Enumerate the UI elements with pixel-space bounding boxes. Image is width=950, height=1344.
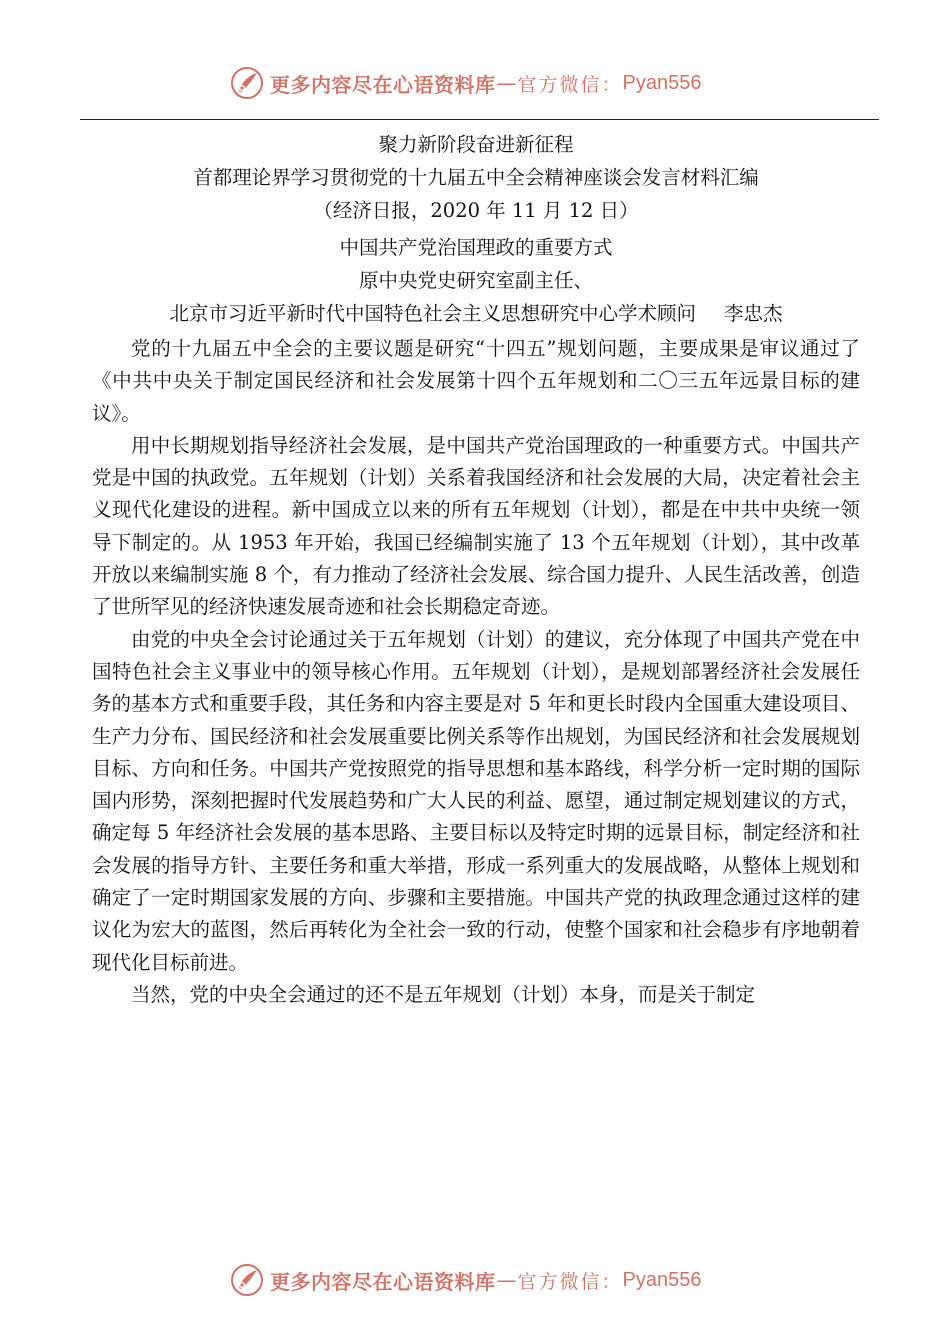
author-title-2: 北京市习近平新时代中国特色社会主义思想研究中心学术顾问 xyxy=(169,302,696,325)
collection-heading xyxy=(92,128,860,227)
article-content xyxy=(92,333,860,1011)
header-divider xyxy=(80,119,879,120)
article-header xyxy=(92,231,860,330)
watermark-separator: — xyxy=(496,1268,517,1292)
collection-subtitle: 首都理论界学习贯彻党的十九届五中全会精神座谈会发言材料汇编 xyxy=(193,166,759,189)
brand-logo-icon xyxy=(230,66,264,100)
watermark-caption: 官方微信： xyxy=(517,73,623,96)
article-title: 中国共产党治国理政的重要方式 xyxy=(339,236,613,259)
paragraph-1: 党的十九届五中全会的主要议题是研究“十四五”规划问题，主要成果是审议通过了《中共中央关于制定国民经济和社会发展第十四个五年规划和二〇三五年远景目标的建议》。 xyxy=(92,337,860,425)
watermark-wechat-id: Pyan556 xyxy=(622,71,702,94)
author-title-1: 原中央党史研究室副主任、 xyxy=(358,269,593,292)
footer-watermark xyxy=(230,1260,701,1300)
author-line xyxy=(92,297,860,330)
header-watermark xyxy=(230,63,701,103)
watermark-wechat-id: Pyan556 xyxy=(622,1268,702,1291)
watermark-separator: — xyxy=(496,71,517,95)
collection-title: 聚力新阶段奋进新征程 xyxy=(378,133,574,156)
document-body xyxy=(92,128,860,1011)
paragraph-4: 当然，党的中央全会通过的还不是五年规划（计划）本身，而是关于制定 xyxy=(131,982,756,1006)
watermark-main-text: 更多内容尽在心语资料库 xyxy=(270,72,496,97)
author-name: 李忠杰 xyxy=(724,302,783,325)
paragraph-3: 由党的中央全会讨论通过关于五年规划（计划）的建议，充分体现了中国共产党在中国特色社会主义事业中的领导核心作用。五年规划（计划），是规划部署经济社会发展任务的基本方式和重要手段，其任务和内容主要是对 5 年和更长时段内全国重大建设项目、生产力分布、国民经济和社会发展重要比例关系等作出规划，为国民经济和社会发展规划目标、方向和任务。中国共产党按照党的指导思想和基本路线，科学分析一定时期的国际国内形势，深刻把握时代发展趋势和广大人民的利益、愿望，通过制定规划建议的方式，确定每 5 年经济社会发展的基本思路、主要目标以及特定时期的远景目标，制定经济和社会发展的指导方针、主要任务和重大举措，形成一系列重大的发展战略，从整体上规划和确定了一定时期国家发展的方向、步骤和主要措施。中国共产党的执政理念通过这样的建议化为宏大的蓝图，然后再转化为全社会一致的行动，使整个国家和社会稳步有序地朝着现代化目标前进。 xyxy=(92,627,860,974)
collection-source: （经济日报，2020 年 11 月 12 日） xyxy=(313,199,639,222)
watermark-main-text: 更多内容尽在心语资料库 xyxy=(270,1269,496,1294)
watermark-caption: 官方微信： xyxy=(517,1270,623,1293)
paragraph-2: 用中长期规划指导经济社会发展，是中国共产党治国理政的一种重要方式。中国共产党是中国的执政党。五年规划（计划）关系着我国经济和社会发展的大局，决定着社会主义现代化建设的进程。新中国成立以来的所有五年规划（计划），都是在中共中央统一领导下制定的。从 1953 年开始，我国已经编制实施了 13 个五年规划（计划），其中改革开放以来编制实施 8 个，有力推动了经济社会发展、综合国力提升、人民生活改善，创造了世所罕见的经济快速发展奇迹和社会长期稳定奇迹。 xyxy=(92,433,860,619)
brand-logo-icon xyxy=(230,1263,264,1297)
